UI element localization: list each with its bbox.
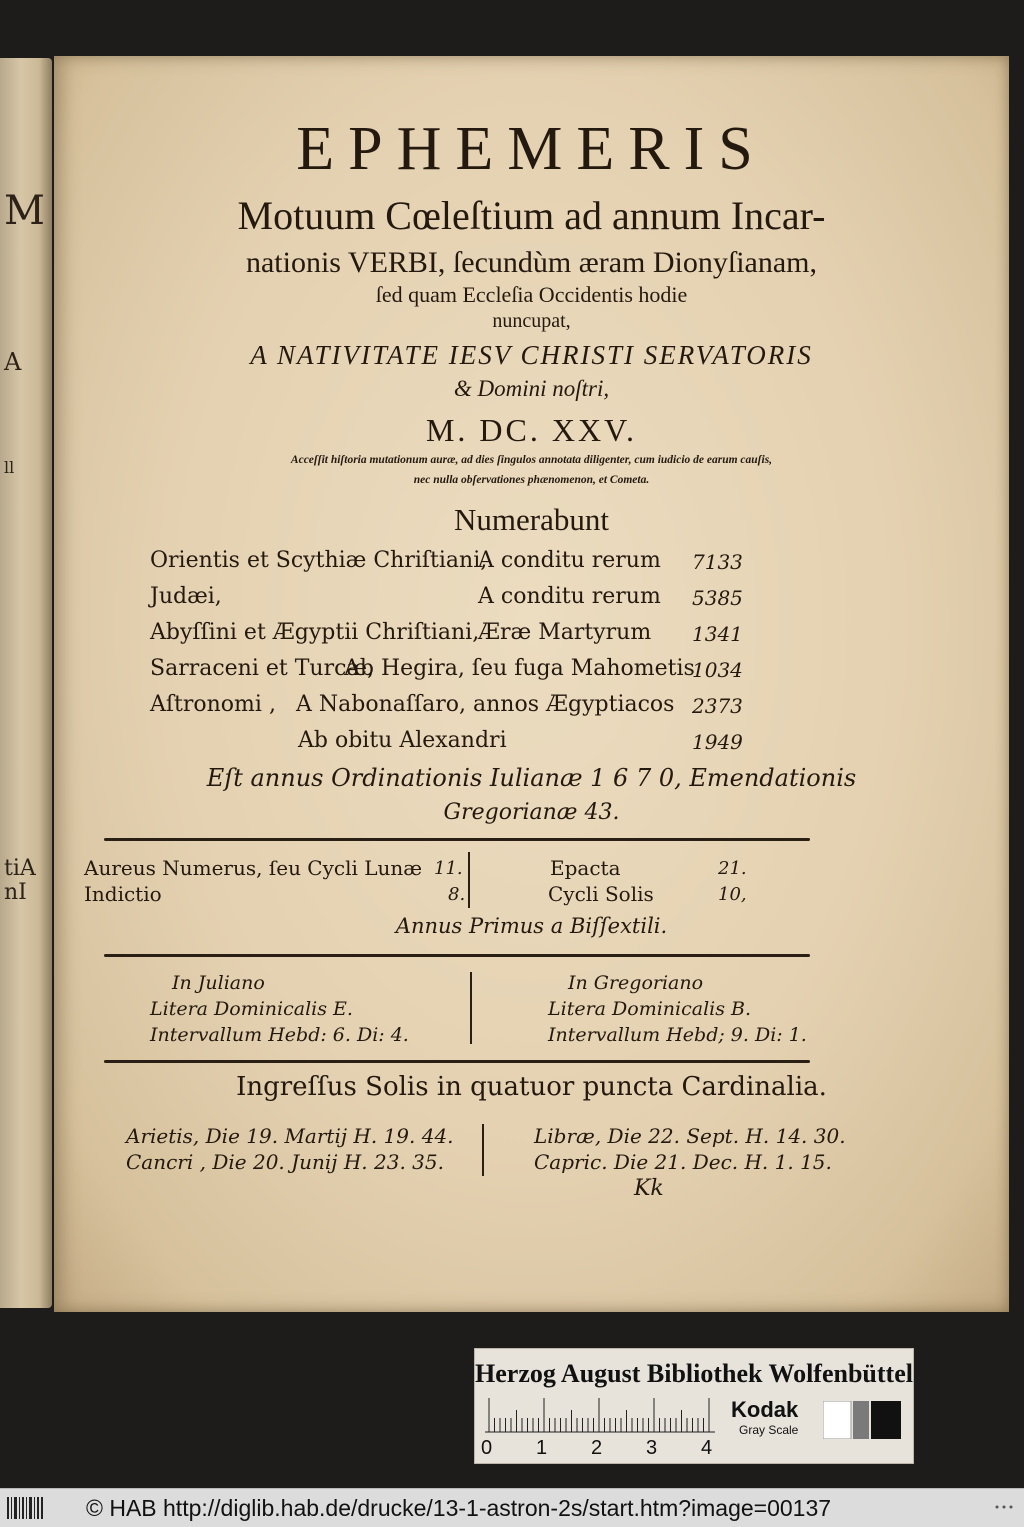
ingress-left: Cancri , Die 20. Junij H. 23. 35. [126,1150,444,1174]
era-year: 1034 [692,658,743,682]
scale-number: 1 [536,1437,548,1459]
scale-ruler [485,1397,715,1433]
kodak-label: Kodak [731,1397,799,1422]
gregorian-litera: Litera Dominicalis B. [548,998,752,1020]
nativitate-line: A NATIVITATE IESV CHRISTI SERVATORIS [250,340,813,370]
copyright-url[interactable]: © HAB http://diglib.hab.de/drucke/13-1-astron-2s/start.htm?image=00137 [86,1495,832,1521]
epacta-value: 21. [718,858,747,879]
gregorian-head: In Gregoriano [568,972,704,994]
julian-intervallum: Intervallum Hebd: 6. Di: 4. [150,1024,409,1046]
subtitle-line: ſed quam Eccleſia Occidentis hodie [375,282,688,307]
domini-line: & Domini noſtri, [453,376,610,401]
cycles-divider [468,852,470,908]
solis-label: Cycli Solis [548,882,654,906]
era-who: Sarraceni et Turcæ, [150,656,375,681]
ingress-right: Capric. Die 21. Dec. H. 1. 15. [534,1150,832,1174]
subtitle-line: nuncupat, [492,310,571,332]
facing-fragment: A [4,348,22,376]
dots-icon [994,1503,1014,1511]
gregorian-intervallum: Intervallum Hebd; 9. Di: 1. [548,1024,807,1046]
era-name: A conditu rerum [478,548,661,573]
era-year: 1341 [692,622,743,646]
gray-scale-label: Gray Scale [739,1423,799,1437]
era-name: Ab Hegira, ſeu fuga Mahometis [344,656,695,681]
indictio-label: Indictio [84,882,162,906]
subtitle-line: nationis VERBI, ſecundùm æram Dionyſianam, [245,246,818,279]
ingress-right: Libræ, Die 22. Sept. H. 14. 30. [534,1124,846,1148]
facing-fragment: ll [4,458,15,477]
scale-number: 3 [646,1437,658,1459]
era-year: 2373 [692,694,743,718]
barcode-icon [6,1495,46,1521]
facing-fragment: M [4,188,45,234]
gregorian-year-line: Gregorianæ 43. [443,800,620,825]
note-line: Acceſſit hiſtoria mutationum auræ, ad dies ſingulos annotata diligenter, cum iudicio de earum cauſis, [290,454,773,466]
scale-number: 2 [591,1437,603,1459]
era-year: 5385 [692,586,743,610]
facing-fragment: tiA [4,856,36,881]
epacta-label: Epacta [550,856,621,880]
solis-value: 10, [718,884,747,905]
library-color-card [474,1348,914,1464]
era-year: 1949 [692,730,743,754]
julian-head: In Juliano [172,972,265,994]
era-year: 7133 [692,550,743,574]
scale-number: 4 [701,1437,713,1459]
year-heading: M. DC. XXV. [425,412,638,448]
era-who: Judæi, [150,584,222,609]
divider-rule [104,954,810,957]
divider-rule [104,838,810,841]
era-name: A conditu rerum [478,584,661,609]
library-name: Herzog August Bibliothek Wolfenbüttel [475,1359,913,1388]
era-who: Orientis et Scythiæ Chriſtiani, [150,548,488,573]
scale-number: 0 [481,1437,493,1459]
ingress-divider [482,1124,484,1176]
book-page [54,56,1009,1312]
ingressus-heading: Ingreſſus Solis in quatuor puncta Cardinalia. [236,1072,827,1102]
era-name: Ab obitu Alexandri [298,728,507,753]
calendar-divider [470,972,472,1044]
divider-rule [104,1060,810,1063]
gray-swatches [823,1401,905,1439]
annus-primus: Annus Primus a Biſſextili. [395,914,668,938]
aureus-label: Aureus Numerus, ſeu Cycli Lunæ [84,856,423,880]
era-name: A Nabonaſſaro, annos Ægyptiacos [296,692,675,717]
era-who: Abyſſini et Ægyptii Chriſtiani, [150,620,480,645]
page-title: EPHEMERIS [296,115,767,183]
facing-page-edge [0,58,52,1308]
julian-year-line: Eſt annus Ordinationis Iulianæ 1 6 7 0, Emendationis [206,764,857,792]
era-who: Aſtronomi , [150,692,276,717]
subtitle-line: Motuum Cœleſtium ad annum Incar- [237,193,826,238]
era-name: Æræ Martyrum [478,620,652,645]
julian-litera: Litera Dominicalis E. [150,998,353,1020]
indictio-value: 8. [448,884,466,905]
note-line: nec nulla obſervationes phænomenon, et Cometa. [413,474,650,486]
aureus-value: 11. [434,858,463,879]
signature-mark: Kk [634,1176,664,1201]
footer-bar [0,1488,1024,1527]
ingress-left: Arietis, Die 19. Martij H. 19. 44. [126,1124,454,1148]
facing-fragment: nI [4,880,27,905]
numerabunt-heading: Numerabunt [454,502,609,537]
